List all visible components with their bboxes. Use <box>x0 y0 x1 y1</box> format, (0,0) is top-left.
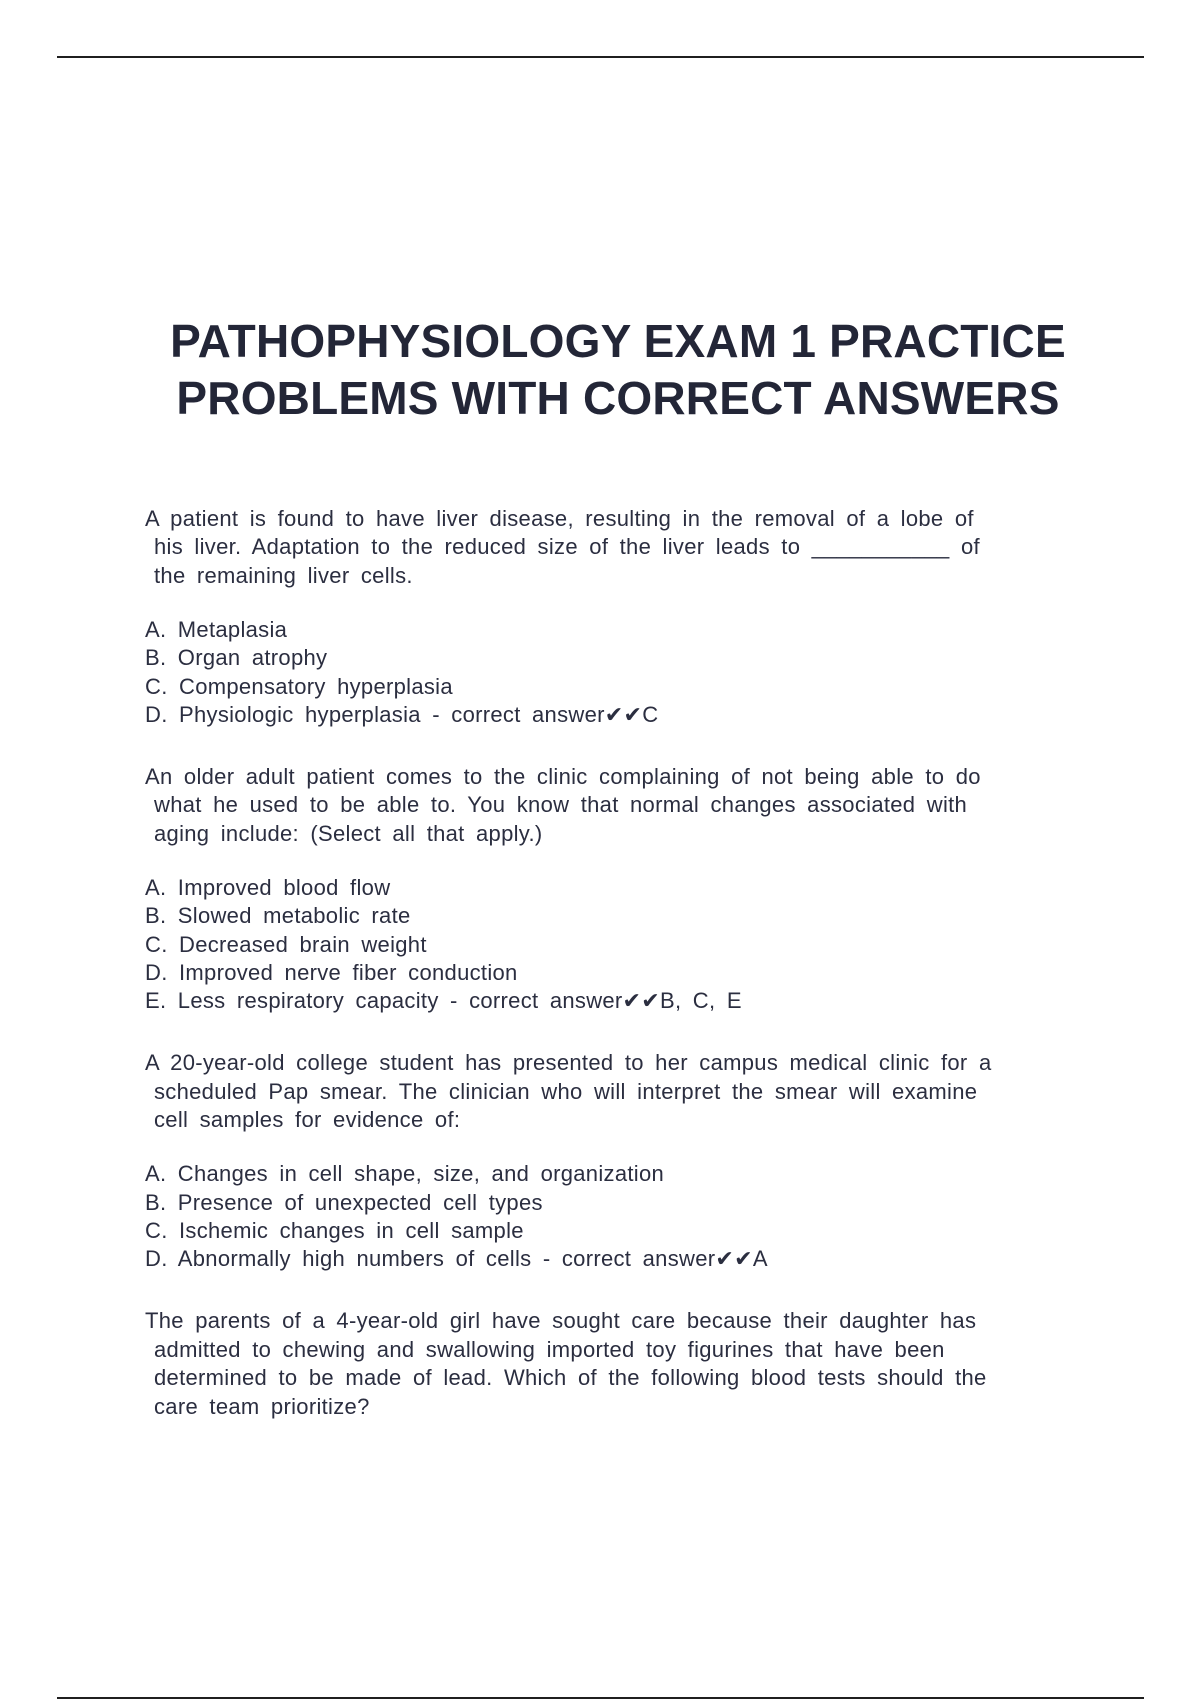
question-line: determined to be made of lead. Which of the following blood tests should the <box>154 1365 987 1391</box>
question-text <box>145 1307 1065 1421</box>
answer-option: B. Slowed metabolic rate <box>145 903 411 929</box>
question-list <box>145 505 1065 1421</box>
question-line: care team prioritize? <box>154 1393 370 1419</box>
answer-option: C. Ischemic changes in cell sample <box>145 1217 524 1243</box>
answer-option: A. Improved blood flow <box>145 875 391 901</box>
question-line: aging include: (Select all that apply.) <box>154 820 543 846</box>
top-rule <box>57 56 1144 58</box>
answer-options <box>145 874 1065 1015</box>
question-line: what he used to be able to. You know that normal changes associated with <box>154 792 968 818</box>
answer-option: D. Physiologic hyperplasia - correct answer✔✔C <box>145 701 659 727</box>
question-text <box>145 505 1065 590</box>
question-block <box>145 1049 1065 1273</box>
page-title <box>0 313 1200 427</box>
question-line: An older adult patient comes to the clinic complaining of not being able to do <box>145 764 981 790</box>
question-line: cell samples for evidence of: <box>154 1107 461 1133</box>
question-text <box>145 1049 1065 1134</box>
answer-option: C. Compensatory hyperplasia <box>145 673 453 699</box>
answer-option: D. Improved nerve fiber conduction <box>145 959 518 985</box>
answer-option: A. Changes in cell shape, size, and organization <box>145 1161 665 1187</box>
answer-option: D. Abnormally high numbers of cells - correct answer✔✔A <box>145 1246 768 1272</box>
question-block <box>145 763 1065 1015</box>
question-block <box>145 505 1065 729</box>
question-line: the remaining liver cells. <box>154 562 413 588</box>
question-line: A patient is found to have liver disease, resulting in the removal of a lobe of <box>145 506 974 531</box>
answer-option: C. Decreased brain weight <box>145 931 427 957</box>
question-line: The parents of a 4-year-old girl have sought care because their daughter has <box>145 1308 977 1334</box>
question-text <box>145 763 1065 848</box>
answer-option: A. Metaplasia <box>145 617 288 643</box>
answer-options <box>145 1160 1065 1273</box>
question-line: admitted to chewing and swallowing imported toy figurines that have been <box>154 1336 945 1362</box>
question-line: A 20-year-old college student has presented to her campus medical clinic for a <box>145 1050 992 1076</box>
title-line-1: PATHOPHYSIOLOGY EXAM 1 PRACTICE <box>170 315 1066 367</box>
answer-options <box>145 616 1065 729</box>
question-block <box>145 1307 1065 1421</box>
title-line-2: PROBLEMS WITH CORRECT ANSWERS <box>176 372 1060 424</box>
answer-option: B. Organ atrophy <box>145 645 328 671</box>
question-line: scheduled Pap smear. The clinician who will interpret the smear will examine <box>154 1078 978 1104</box>
question-line: his liver. Adaptation to the reduced size of the liver leads to ___________ of <box>154 534 980 560</box>
answer-option: E. Less respiratory capacity - correct answer✔✔B, C, E <box>145 988 742 1014</box>
answer-option: B. Presence of unexpected cell types <box>145 1189 543 1215</box>
bottom-rule <box>57 1697 1144 1699</box>
